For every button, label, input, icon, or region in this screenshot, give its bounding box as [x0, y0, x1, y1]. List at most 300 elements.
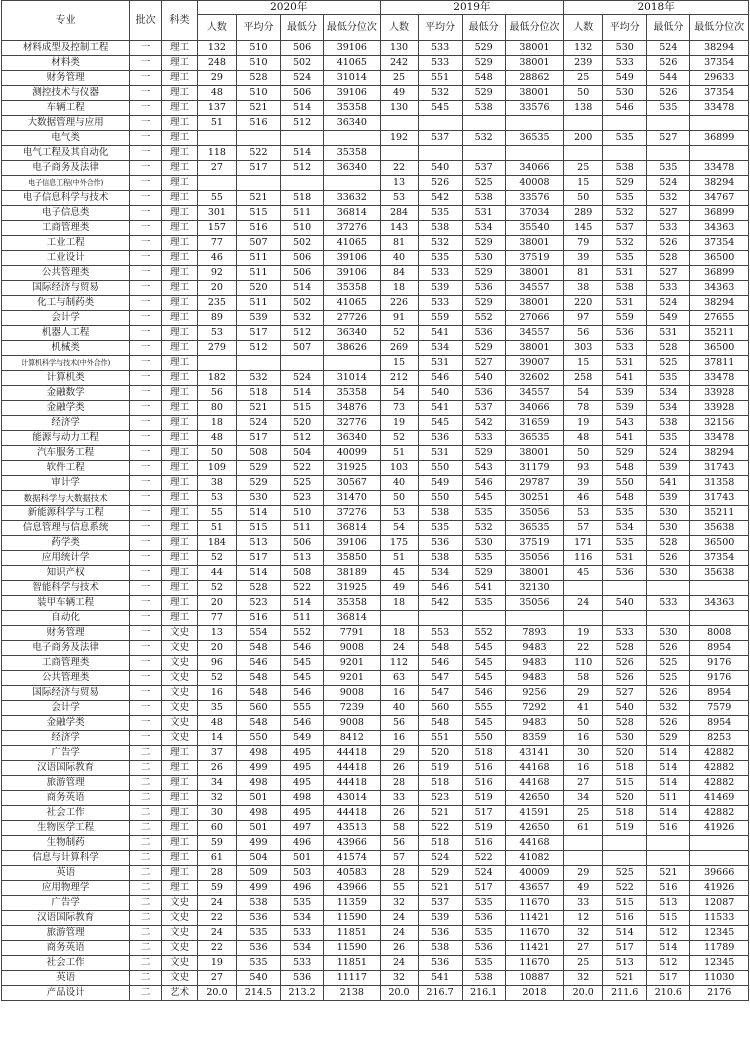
cell-batch: 二	[130, 896, 162, 911]
cell-major: 电子信息工程(中外合作)	[2, 176, 130, 191]
cell-minimum-2018: 527	[647, 266, 690, 281]
cell-minimum-2020: 515	[281, 401, 324, 416]
cell-count-2019: 284	[380, 206, 418, 221]
cell-min-rank-2019: 37034	[505, 206, 564, 221]
table-row	[2, 71, 749, 86]
cell-average-2019: 536	[418, 536, 462, 551]
cell-major: 电气工程及其自动化	[2, 146, 130, 161]
cell-minimum-2018	[647, 581, 690, 596]
cell-minimum-2020: 524	[281, 371, 324, 386]
cell-batch: 一	[130, 251, 162, 266]
cell-min-rank-2020: 41065	[324, 56, 380, 71]
cell-major: 电子商务及法律	[2, 161, 130, 176]
cell-batch: 一	[130, 296, 162, 311]
cell-min-rank-2019: 11670	[505, 956, 564, 971]
cell-count-2020: 22	[197, 941, 236, 956]
cell-category: 理工	[162, 56, 198, 71]
cell-category: 理工	[162, 296, 198, 311]
cell-count-2018: 57	[564, 521, 603, 536]
cell-minimum-2020: 523	[281, 491, 324, 506]
cell-batch: 一	[130, 326, 162, 341]
cell-count-2018: 171	[564, 536, 603, 551]
cell-major: 生物医学工程	[2, 821, 130, 836]
cell-average-2019: 533	[418, 296, 462, 311]
cell-average-2020	[236, 131, 280, 146]
cell-average-2018: 522	[603, 881, 647, 896]
cell-min-rank-2018: 35211	[690, 326, 749, 341]
cell-minimum-2019: 535	[462, 896, 505, 911]
cell-min-rank-2019: 7292	[505, 701, 564, 716]
cell-min-rank-2018: 41926	[690, 881, 749, 896]
cell-count-2020: 56	[197, 386, 236, 401]
cell-count-2018: 33	[564, 896, 603, 911]
cell-category: 理工	[162, 581, 198, 596]
header-category: 科类	[162, 1, 198, 41]
table-row	[2, 101, 749, 116]
cell-minimum-2018: 530	[647, 566, 690, 581]
cell-batch: 一	[130, 491, 162, 506]
cell-minimum-2018: 210.6	[647, 986, 690, 1001]
cell-category: 文史	[162, 671, 198, 686]
cell-minimum-2020: 501	[281, 851, 324, 866]
cell-count-2018: 78	[564, 401, 603, 416]
cell-average-2019: 541	[418, 971, 462, 986]
cell-min-rank-2020: 36340	[324, 161, 380, 176]
cell-min-rank-2018: 33928	[690, 386, 749, 401]
cell-average-2018: 541	[603, 371, 647, 386]
cell-minimum-2019: 550	[462, 731, 505, 746]
cell-min-rank-2020: 38626	[324, 341, 380, 356]
cell-min-rank-2018: 38294	[690, 446, 749, 461]
cell-count-2019: 57	[380, 851, 418, 866]
cell-count-2019: 49	[380, 581, 418, 596]
cell-count-2019: 212	[380, 371, 418, 386]
cell-min-rank-2020: 9008	[324, 686, 380, 701]
table-row	[2, 446, 749, 461]
cell-min-rank-2018: 34363	[690, 281, 749, 296]
cell-average-2020: 546	[236, 656, 280, 671]
cell-min-rank-2018: 42882	[690, 761, 749, 776]
cell-min-rank-2020: 44418	[324, 806, 380, 821]
cell-min-rank-2019: 36535	[505, 131, 564, 146]
cell-count-2018: 289	[564, 206, 603, 221]
cell-count-2020	[197, 176, 236, 191]
cell-minimum-2018: 549	[647, 311, 690, 326]
cell-count-2020: 32	[197, 791, 236, 806]
cell-average-2019: 550	[418, 461, 462, 476]
cell-average-2018: 533	[603, 56, 647, 71]
cell-category: 理工	[162, 776, 198, 791]
cell-min-rank-2020: 41574	[324, 851, 380, 866]
cell-count-2018: 81	[564, 266, 603, 281]
cell-average-2020: 511	[236, 296, 280, 311]
cell-count-2018: 25	[564, 956, 603, 971]
cell-count-2019: 26	[380, 761, 418, 776]
cell-average-2018: 532	[603, 236, 647, 251]
cell-min-rank-2019: 42650	[505, 821, 564, 836]
cell-batch: 一	[130, 461, 162, 476]
cell-count-2020: 60	[197, 821, 236, 836]
cell-min-rank-2019: 33576	[505, 101, 564, 116]
cell-min-rank-2020: 31925	[324, 461, 380, 476]
cell-min-rank-2019: 38001	[505, 341, 564, 356]
cell-minimum-2020: 511	[281, 206, 324, 221]
cell-minimum-2018: 535	[647, 371, 690, 386]
cell-average-2018: 539	[603, 401, 647, 416]
cell-category: 理工	[162, 416, 198, 431]
cell-minimum-2019: 516	[462, 776, 505, 791]
cell-average-2020: 528	[236, 71, 280, 86]
cell-count-2018: 38	[564, 281, 603, 296]
cell-min-rank-2019: 38001	[505, 236, 564, 251]
cell-min-rank-2019: 41082	[505, 851, 564, 866]
cell-count-2019: 22	[380, 161, 418, 176]
cell-average-2018	[603, 611, 647, 626]
cell-min-rank-2020: 36814	[324, 611, 380, 626]
cell-minimum-2019: 516	[462, 761, 505, 776]
cell-average-2018	[603, 851, 647, 866]
cell-min-rank-2020: 9201	[324, 671, 380, 686]
cell-batch: 一	[130, 446, 162, 461]
cell-average-2019: 538	[418, 506, 462, 521]
cell-average-2019: 539	[418, 281, 462, 296]
cell-count-2020: 22	[197, 911, 236, 926]
cell-min-rank-2018: 33478	[690, 371, 749, 386]
cell-major: 信息管理与信息系统	[2, 521, 130, 536]
cell-batch: 一	[130, 521, 162, 536]
cell-average-2020: 516	[236, 116, 280, 131]
cell-minimum-2019: 535	[462, 506, 505, 521]
cell-major: 汽车服务工程	[2, 446, 130, 461]
cell-count-2018: 239	[564, 56, 603, 71]
cell-minimum-2020: 525	[281, 476, 324, 491]
cell-batch: 一	[130, 551, 162, 566]
cell-min-rank-2018: 12087	[690, 896, 749, 911]
cell-average-2018: 513	[603, 956, 647, 971]
cell-batch: 一	[130, 431, 162, 446]
cell-average-2020: 529	[236, 461, 280, 476]
cell-min-rank-2019: 37519	[505, 536, 564, 551]
cell-count-2018: 45	[564, 566, 603, 581]
cell-minimum-2020: 520	[281, 416, 324, 431]
cell-average-2020	[236, 356, 280, 371]
cell-average-2020: 517	[236, 551, 280, 566]
cell-min-rank-2020: 41065	[324, 296, 380, 311]
cell-count-2020: 20	[197, 641, 236, 656]
cell-count-2019: 13	[380, 176, 418, 191]
cell-category: 理工	[162, 236, 198, 251]
cell-min-rank-2019: 44168	[505, 761, 564, 776]
table-row	[2, 776, 749, 791]
cell-count-2019: 24	[380, 641, 418, 656]
cell-batch: 一	[130, 86, 162, 101]
cell-minimum-2019	[462, 146, 505, 161]
cell-min-rank-2020: 37276	[324, 221, 380, 236]
header-min-rank: 最低分位次	[505, 15, 564, 41]
cell-count-2018: 138	[564, 101, 603, 116]
cell-batch: 一	[130, 161, 162, 176]
cell-count-2018: 50	[564, 191, 603, 206]
cell-average-2020: 511	[236, 251, 280, 266]
cell-count-2020: 26	[197, 761, 236, 776]
cell-major: 应用统计学	[2, 551, 130, 566]
cell-minimum-2018: 526	[647, 641, 690, 656]
cell-minimum-2018: 544	[647, 71, 690, 86]
cell-count-2018: 34	[564, 791, 603, 806]
cell-minimum-2019: 548	[462, 71, 505, 86]
cell-average-2020: 498	[236, 806, 280, 821]
cell-min-rank-2019: 32602	[505, 371, 564, 386]
cell-minimum-2018: 511	[647, 791, 690, 806]
cell-major: 知识产权	[2, 566, 130, 581]
cell-average-2018	[603, 146, 647, 161]
header-count: 人数	[380, 15, 418, 41]
cell-category: 理工	[162, 476, 198, 491]
cell-average-2018: 531	[603, 356, 647, 371]
cell-min-rank-2019: 39007	[505, 356, 564, 371]
cell-minimum-2018	[647, 836, 690, 851]
cell-count-2020: 34	[197, 776, 236, 791]
cell-average-2018: 537	[603, 221, 647, 236]
cell-average-2020: 514	[236, 566, 280, 581]
cell-min-rank-2020: 34876	[324, 401, 380, 416]
cell-count-2018: 29	[564, 686, 603, 701]
cell-average-2019: 518	[418, 836, 462, 851]
cell-count-2018: 25	[564, 806, 603, 821]
cell-min-rank-2020: 31014	[324, 371, 380, 386]
cell-category: 理工	[162, 266, 198, 281]
cell-batch: 二	[130, 986, 162, 1001]
cell-batch: 一	[130, 146, 162, 161]
cell-minimum-2019: 538	[462, 191, 505, 206]
cell-count-2018: 27	[564, 776, 603, 791]
cell-average-2020: 529	[236, 476, 280, 491]
cell-major: 装甲车辆工程	[2, 596, 130, 611]
cell-count-2019: 40	[380, 251, 418, 266]
cell-minimum-2018: 528	[647, 536, 690, 551]
cell-average-2019: 216.7	[418, 986, 462, 1001]
cell-minimum-2018: 526	[647, 716, 690, 731]
cell-minimum-2020: 555	[281, 701, 324, 716]
cell-major: 旅游管理	[2, 776, 130, 791]
cell-count-2018	[564, 851, 603, 866]
cell-min-rank-2019: 38001	[505, 446, 564, 461]
cell-batch: 一	[130, 311, 162, 326]
cell-average-2019: 534	[418, 566, 462, 581]
cell-count-2019: 18	[380, 596, 418, 611]
cell-minimum-2020: 535	[281, 896, 324, 911]
table-row	[2, 131, 749, 146]
table-row	[2, 641, 749, 656]
cell-minimum-2018: 516	[647, 881, 690, 896]
table-row	[2, 866, 749, 881]
cell-average-2019: 532	[418, 86, 462, 101]
cell-count-2020: 235	[197, 296, 236, 311]
cell-average-2020: 548	[236, 686, 280, 701]
cell-count-2019: 32	[380, 896, 418, 911]
cell-minimum-2020: 514	[281, 281, 324, 296]
cell-average-2019: 548	[418, 716, 462, 731]
cell-min-rank-2019: 11670	[505, 896, 564, 911]
cell-min-rank-2019: 43141	[505, 746, 564, 761]
cell-average-2020: 499	[236, 881, 280, 896]
cell-batch: 一	[130, 581, 162, 596]
cell-average-2020: 535	[236, 926, 280, 941]
cell-minimum-2020: 495	[281, 746, 324, 761]
cell-average-2019: 536	[418, 926, 462, 941]
cell-minimum-2019: 535	[462, 596, 505, 611]
header-batch: 批次	[130, 1, 162, 41]
cell-count-2020: 48	[197, 716, 236, 731]
cell-average-2019: 524	[418, 851, 462, 866]
cell-average-2018: 535	[603, 131, 647, 146]
cell-minimum-2019: 534	[462, 221, 505, 236]
cell-batch: 二	[130, 851, 162, 866]
cell-category: 艺术	[162, 986, 198, 1001]
cell-minimum-2020: 512	[281, 326, 324, 341]
cell-min-rank-2018: 8954	[690, 686, 749, 701]
table-row	[2, 521, 749, 536]
cell-count-2019: 143	[380, 221, 418, 236]
cell-min-rank-2018: 41926	[690, 821, 749, 836]
cell-major: 材料类	[2, 56, 130, 71]
cell-min-rank-2020: 35358	[324, 101, 380, 116]
cell-average-2020: 501	[236, 791, 280, 806]
cell-minimum-2018: 531	[647, 326, 690, 341]
cell-major: 工业工程	[2, 236, 130, 251]
cell-count-2019: 52	[380, 326, 418, 341]
cell-min-rank-2019: 34066	[505, 161, 564, 176]
cell-min-rank-2020: 11851	[324, 926, 380, 941]
cell-min-rank-2019: 2018	[505, 986, 564, 1001]
cell-min-rank-2018: 12345	[690, 926, 749, 941]
cell-count-2020: 59	[197, 881, 236, 896]
cell-count-2018	[564, 581, 603, 596]
cell-minimum-2018	[647, 851, 690, 866]
cell-category: 理工	[162, 86, 198, 101]
table-row	[2, 506, 749, 521]
cell-minimum-2018: 527	[647, 131, 690, 146]
cell-major: 工商管理类	[2, 221, 130, 236]
cell-minimum-2019: 529	[462, 296, 505, 311]
cell-batch: 一	[130, 56, 162, 71]
cell-average-2020: 530	[236, 491, 280, 506]
cell-average-2019: 535	[418, 521, 462, 536]
header-major: 专业	[2, 1, 130, 41]
cell-count-2020: 55	[197, 191, 236, 206]
cell-min-rank-2018: 36500	[690, 341, 749, 356]
cell-count-2020: 24	[197, 896, 236, 911]
cell-count-2019: 33	[380, 791, 418, 806]
cell-min-rank-2020: 35358	[324, 596, 380, 611]
cell-min-rank-2019: 38001	[505, 266, 564, 281]
cell-category: 理工	[162, 866, 198, 881]
cell-count-2019: 56	[380, 836, 418, 851]
cell-average-2020: 508	[236, 446, 280, 461]
cell-average-2018: 533	[603, 626, 647, 641]
cell-category: 理工	[162, 491, 198, 506]
cell-min-rank-2019: 35056	[505, 551, 564, 566]
cell-average-2020: 510	[236, 86, 280, 101]
cell-average-2020: 509	[236, 866, 280, 881]
cell-average-2020: 499	[236, 761, 280, 776]
cell-minimum-2018: 526	[647, 551, 690, 566]
cell-min-rank-2018: 8253	[690, 731, 749, 746]
cell-batch: 一	[130, 716, 162, 731]
cell-count-2019: 269	[380, 341, 418, 356]
cell-major: 旅游管理	[2, 926, 130, 941]
cell-average-2020: 535	[236, 956, 280, 971]
cell-batch: 一	[130, 176, 162, 191]
cell-count-2020: 59	[197, 836, 236, 851]
cell-min-rank-2020: 40583	[324, 866, 380, 881]
cell-count-2020: 96	[197, 656, 236, 671]
cell-category: 理工	[162, 401, 198, 416]
cell-batch: 一	[130, 506, 162, 521]
cell-category: 文史	[162, 911, 198, 926]
cell-count-2018: 93	[564, 461, 603, 476]
cell-count-2020: 19	[197, 956, 236, 971]
cell-min-rank-2018: 42882	[690, 806, 749, 821]
cell-major: 测控技术与仪器	[2, 86, 130, 101]
cell-category: 理工	[162, 551, 198, 566]
cell-count-2020: 137	[197, 101, 236, 116]
cell-min-rank-2018: 36500	[690, 536, 749, 551]
cell-minimum-2020: 546	[281, 641, 324, 656]
cell-category: 理工	[162, 221, 198, 236]
cell-count-2020: 301	[197, 206, 236, 221]
cell-min-rank-2019: 38001	[505, 296, 564, 311]
cell-minimum-2019: 529	[462, 566, 505, 581]
cell-count-2020: 118	[197, 146, 236, 161]
cell-minimum-2018: 539	[647, 491, 690, 506]
cell-batch: 二	[130, 926, 162, 941]
cell-batch: 一	[130, 266, 162, 281]
cell-count-2019: 91	[380, 311, 418, 326]
cell-min-rank-2020: 37276	[324, 506, 380, 521]
cell-category: 文史	[162, 896, 198, 911]
cell-min-rank-2020: 44418	[324, 761, 380, 776]
cell-count-2020: 28	[197, 866, 236, 881]
cell-count-2020: 182	[197, 371, 236, 386]
cell-average-2020: 510	[236, 56, 280, 71]
cell-minimum-2018: 527	[647, 206, 690, 221]
cell-batch: 二	[130, 956, 162, 971]
cell-minimum-2020: 506	[281, 86, 324, 101]
cell-minimum-2018: 514	[647, 806, 690, 821]
header-count: 人数	[564, 15, 603, 41]
cell-min-rank-2018: 37354	[690, 236, 749, 251]
cell-minimum-2018: 524	[647, 41, 690, 56]
cell-count-2018: 56	[564, 326, 603, 341]
cell-average-2020: 518	[236, 386, 280, 401]
cell-batch: 二	[130, 866, 162, 881]
table-row	[2, 896, 749, 911]
cell-average-2018	[603, 581, 647, 596]
cell-average-2019: 535	[418, 251, 462, 266]
cell-minimum-2019: 529	[462, 341, 505, 356]
cell-min-rank-2018: 8008	[690, 626, 749, 641]
cell-min-rank-2019: 36535	[505, 431, 564, 446]
cell-count-2020: 92	[197, 266, 236, 281]
cell-category: 理工	[162, 431, 198, 446]
cell-minimum-2020: 546	[281, 716, 324, 731]
cell-major: 药学类	[2, 536, 130, 551]
table-row	[2, 416, 749, 431]
cell-min-rank-2019: 8359	[505, 731, 564, 746]
cell-average-2019: 526	[418, 176, 462, 191]
cell-min-rank-2018: 37354	[690, 551, 749, 566]
